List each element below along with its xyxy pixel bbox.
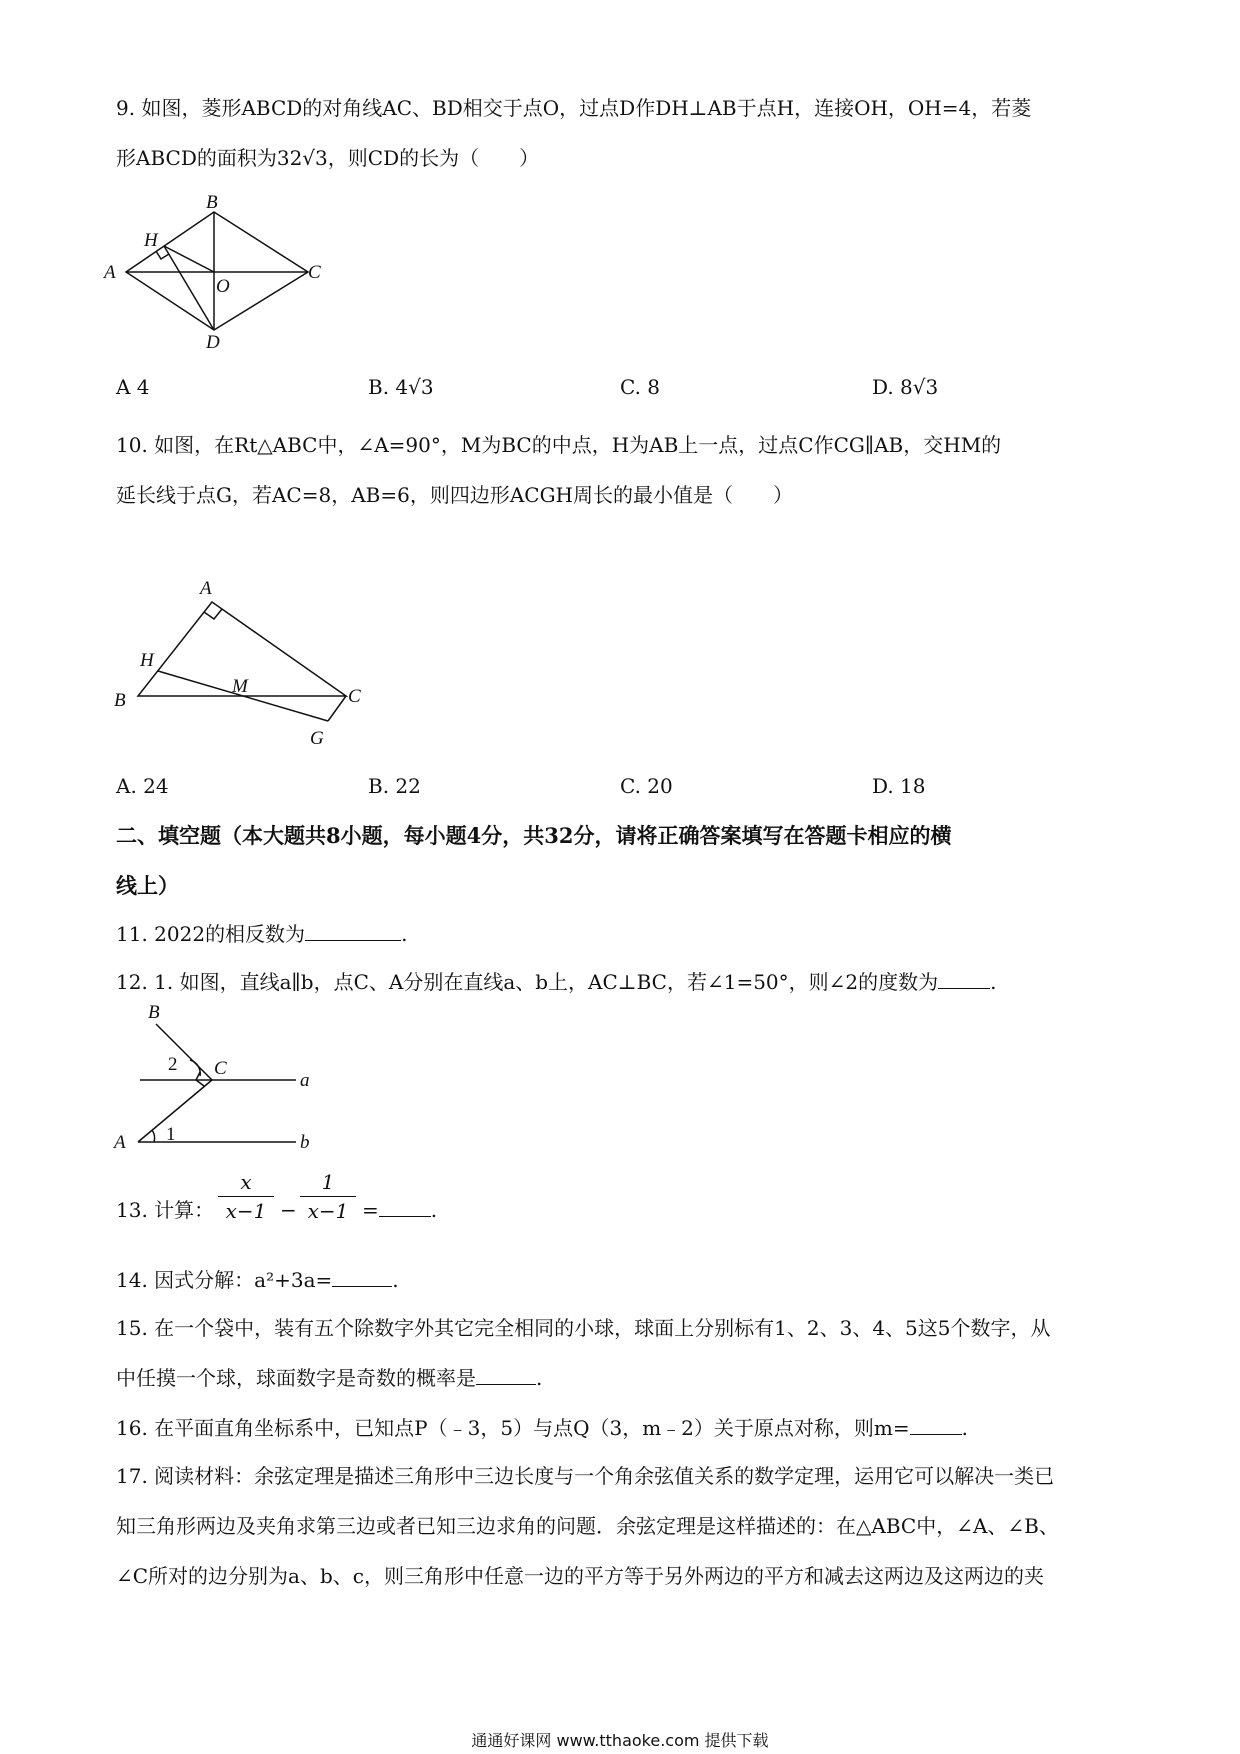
label-line-b: b — [300, 1132, 310, 1153]
label-h: H — [140, 650, 154, 671]
q10-line2: 延长线于点G，若AC=8，AB=6，则四边形ACGH周长的最小值是（ ） — [116, 483, 793, 507]
label-g: G — [310, 728, 324, 749]
q15-line1: 15. 在一个袋中，装有五个除数字外其它完全相同的小球，球面上分别标有1、2、3、4、5这5个数字，从 — [116, 1316, 1051, 1340]
label-a-point: A — [114, 1132, 126, 1153]
q15-text: 中任摸一个球，球面数字是奇数的概率是 — [116, 1366, 476, 1390]
q13-prefix: 13. 计算： — [116, 1198, 215, 1222]
q17-line3: ∠C所对的边分别为a、b、c，则三角形中任意一边的平方等于另外两边的平方和减去这两边及这两边的夹 — [116, 1564, 1044, 1588]
label-b: B — [148, 1002, 160, 1023]
q12-tail: . — [990, 970, 997, 994]
q13-equals: = — [362, 1198, 379, 1222]
q12-text: 12. 1. 如图，直线a∥b，点C、A分别在直线a、b上，AC⊥BC，若∠1=50°，则∠2的度数为 — [116, 970, 939, 994]
q12-parallel-lines-figure — [100, 998, 340, 1160]
q16 — [116, 1414, 968, 1442]
q15-line2 — [116, 1364, 542, 1392]
q13-fraction-2 — [300, 1170, 356, 1223]
q13-denominator-2: x−1 — [307, 1199, 349, 1223]
q16-text: 16. 在平面直角坐标系中，已知点P（﹣3，5）与点Q（3，m﹣2）关于原点对称，则m= — [116, 1416, 910, 1440]
label-h: H — [144, 230, 158, 251]
right-angle-mark-a — [204, 609, 222, 619]
q14 — [116, 1266, 399, 1294]
q10-option-a: A. 24 — [116, 774, 169, 798]
q14-text: 14. 因式分解：a²+3a= — [116, 1268, 333, 1292]
q11-text: 11. 2022的相反数为 — [116, 922, 306, 946]
label-b: B — [114, 690, 126, 711]
q10-line1: 10. 如图，在Rt△ABC中，∠A=90°，M为BC的中点，H为AB上一点，过点C作CG∥AB，交HM的 — [116, 433, 1002, 457]
q13-minus: − — [280, 1198, 297, 1222]
label-line-a: a — [300, 1070, 310, 1091]
q9-option-d: D. 8√3 — [872, 375, 939, 399]
q13-tail: . — [430, 1198, 438, 1222]
q9-option-a: A 4 — [116, 375, 150, 399]
angle-1-arc — [152, 1130, 155, 1142]
q13-fraction-1 — [218, 1170, 274, 1223]
q15-tail: . — [536, 1366, 543, 1390]
label-a: A — [104, 262, 116, 283]
label-b: B — [206, 192, 218, 213]
section2-heading-line2: 线上） — [116, 873, 179, 898]
q10-triangle-figure — [100, 572, 370, 752]
q13-numerator-2: 1 — [321, 1170, 335, 1194]
segment-cg — [328, 696, 346, 721]
q17-line1: 17. 阅读材料：余弦定理是描述三角形中三边长度与一个角余弦值关系的数学定理，运用它可以解决一类已 — [116, 1464, 1055, 1488]
q9-option-c: C. 8 — [620, 375, 661, 399]
q12-answer-blank[interactable] — [938, 968, 990, 989]
label-c: C — [214, 1058, 227, 1079]
q13-answer-blank[interactable] — [379, 1196, 431, 1217]
label-a: A — [200, 578, 212, 599]
q9-rhombus-figure — [96, 190, 336, 355]
q10-option-b: B. 22 — [368, 774, 421, 798]
q9-line2: 形ABCD的面积为32√3，则CD的长为（ ） — [116, 146, 540, 170]
label-angle-2: 2 — [168, 1054, 178, 1075]
page-footer: 通通好课网 www.tthaoke.com 提供下载 — [471, 1731, 769, 1750]
label-angle-1: 1 — [166, 1124, 176, 1145]
q14-answer-blank[interactable] — [332, 1266, 392, 1287]
q9-line1: 9. 如图，菱形ABCD的对角线AC、BD相交于点O，过点D作DH⊥AB于点H，连接OH，OH=4，若菱 — [116, 96, 1032, 120]
q10-option-d: D. 18 — [872, 774, 926, 798]
q11 — [116, 920, 407, 948]
q17-line2: 知三角形两边及夹角求第三边或者已知三边求角的问题．余弦定理是这样描述的：在△ABC中，∠A、∠B、 — [116, 1514, 1059, 1538]
q13-denominator-1: x−1 — [225, 1199, 267, 1223]
q13-answer — [362, 1196, 437, 1224]
section2-heading-line1: 二、填空题（本大题共8小题，每小题4分，共32分，请将正确答案填写在答题卡相应的横 — [116, 823, 952, 848]
q16-tail: . — [961, 1416, 968, 1440]
segment-bc — [156, 1024, 212, 1080]
q16-answer-blank[interactable] — [910, 1414, 962, 1435]
q14-tail: . — [392, 1268, 399, 1292]
label-m: M — [232, 676, 248, 697]
q15-answer-blank[interactable] — [476, 1364, 536, 1385]
q12 — [116, 968, 997, 996]
q13-fraction-bar-2 — [300, 1196, 356, 1197]
label-c: C — [308, 262, 321, 283]
q13-numerator-1: x — [240, 1170, 252, 1194]
label-d: D — [206, 332, 220, 353]
q9-option-b: B. 4√3 — [368, 375, 434, 399]
label-o: O — [216, 276, 230, 297]
q13-fraction-bar-1 — [218, 1196, 274, 1197]
label-c: C — [348, 686, 361, 707]
q11-tail: . — [401, 922, 408, 946]
q11-answer-blank[interactable] — [305, 920, 401, 941]
q10-option-c: C. 20 — [620, 774, 673, 798]
